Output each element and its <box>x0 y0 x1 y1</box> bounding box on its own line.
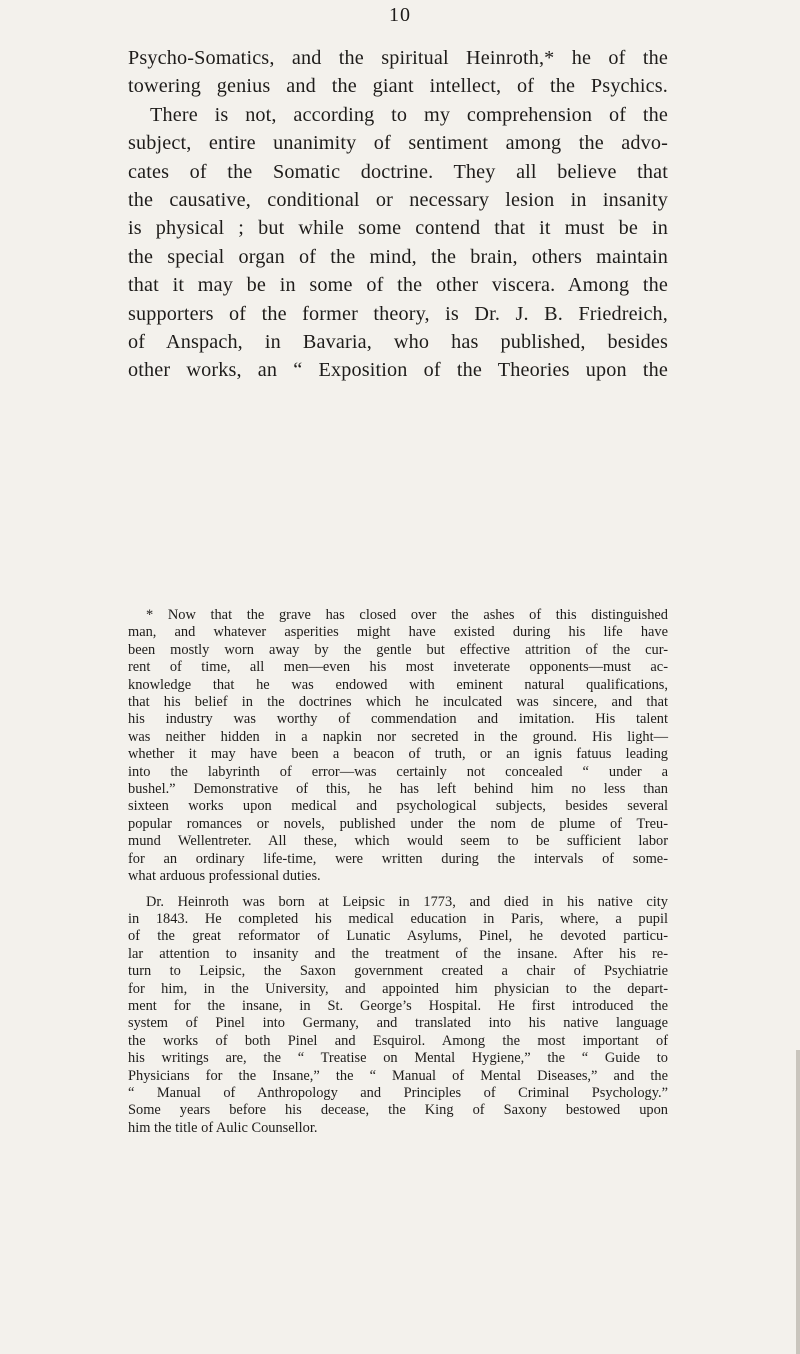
paragraph-gap <box>128 886 668 894</box>
body-text <box>128 44 668 385</box>
footnote-line: into the labyrinth of error—was certainly not concealed “ under a <box>128 763 668 780</box>
scan-edge-shadow <box>796 1050 800 1354</box>
page-number: 10 <box>389 4 411 26</box>
body-line: of Anspach, in Bavaria, who has published, besides <box>128 331 668 354</box>
footnote-line: knowledge that he was endowed with eminent natural qualifications, <box>128 676 668 693</box>
body-line: cates of the Somatic doctrine. They all believe that <box>128 160 668 183</box>
footnote-line: was neither hidden in a napkin nor secreted in the ground. His light— <box>128 728 668 745</box>
footnote-line: mund Wellentreter. All these, which would seem to be sufficient labor <box>128 833 668 850</box>
footnote-line: Physicians for the Insane,” the “ Manual of Mental Diseases,” and the <box>128 1067 668 1084</box>
footnote-line: popular romances or novels, published under the nom de plume of Treu- <box>128 815 668 832</box>
footnote-line: the works of both Pinel and Esquirol. Among the most important of <box>128 1032 668 1049</box>
footnote-line: his writings are, the “ Treatise on Mental Hygiene,” the “ Guide to <box>128 1050 668 1067</box>
footnote-line: rent of time, all men—even his most inveterate opponents—must ac- <box>128 659 668 676</box>
footnote-line: lar attention to insanity and the treatment of the insane. After his re- <box>128 945 668 962</box>
footnote-line: * Now that the grave has closed over the ashes of this distinguished <box>146 607 668 623</box>
body-line: Psycho-Somatics, and the spiritual Heinroth,* he of the <box>128 47 668 69</box>
body-line: the causative, conditional or necessary lesion in insanity <box>128 189 668 212</box>
body-line: towering genius and the giant intellect, of the Psychics. <box>128 75 668 98</box>
footnote-line: of the great reformator of Lunatic Asylums, Pinel, he devoted particu- <box>128 928 668 945</box>
body-line: is physical ; but while some contend that it must be in <box>128 217 668 240</box>
footnote-paragraph-1 <box>128 607 668 886</box>
footnote-line: in 1843. He completed his medical education in Paris, where, a pupil <box>128 910 668 927</box>
footnote-line: system of Pinel into Germany, and translated into his native language <box>128 1015 668 1032</box>
footnote-line: for an ordinary life-time, were written during the intervals of some- <box>128 850 668 867</box>
footnote-paragraph-2 <box>128 894 668 1138</box>
footnote <box>128 607 668 1137</box>
footnote-line: ment for the insane, in St. George’s Hospital. He first introduced the <box>128 997 668 1014</box>
body-line: There is not, according to my comprehension of the <box>150 103 668 126</box>
footnote-line: for him, in the University, and appointed him physician to the depart- <box>128 980 668 997</box>
footnote-line: him the title of Aulic Counsellor. <box>128 1119 318 1136</box>
footnote-line: that his belief in the doctrines which he inculcated was sincere, and that <box>128 694 668 711</box>
body-line: other works, an “ Exposition of the Theories upon the <box>128 359 668 382</box>
footnote-line: man, and whatever asperities might have existed during his life have <box>128 624 668 641</box>
footnote-line: sixteen works upon medical and psychological subjects, besides several <box>128 798 668 815</box>
body-line: supporters of the former theory, is Dr. J. B. Friedreich, <box>128 302 668 325</box>
footnote-line: been mostly worn away by the gentle but effective attrition of the cur- <box>128 641 668 658</box>
footnote-line: bushel.” Demonstrative of this, he has left behind him no less than <box>128 781 668 798</box>
footnote-line: Dr. Heinroth was born at Leipsic in 1773, and died in his native city <box>146 893 668 910</box>
body-line: the special organ of the mind, the brain, others maintain <box>128 245 668 268</box>
footnote-line: his industry was worthy of commendation and imitation. His talent <box>128 711 668 728</box>
body-line: that it may be in some of the other viscera. Among the <box>128 274 668 297</box>
footnote-line: “ Manual of Anthropology and Principles of Criminal Psychology.” <box>128 1084 668 1101</box>
footnote-line: turn to Leipsic, the Saxon government created a chair of Psychiatrie <box>128 963 668 980</box>
footnote-line: what arduous professional duties. <box>128 868 321 885</box>
footnote-line: Some years before his decease, the King of Saxony bestowed upon <box>128 1102 668 1119</box>
body-line: subject, entire unanimity of sentiment among the advo- <box>128 132 668 155</box>
footnote-line: whether it may have been a beacon of truth, or an ignis fatuus leading <box>128 746 668 763</box>
